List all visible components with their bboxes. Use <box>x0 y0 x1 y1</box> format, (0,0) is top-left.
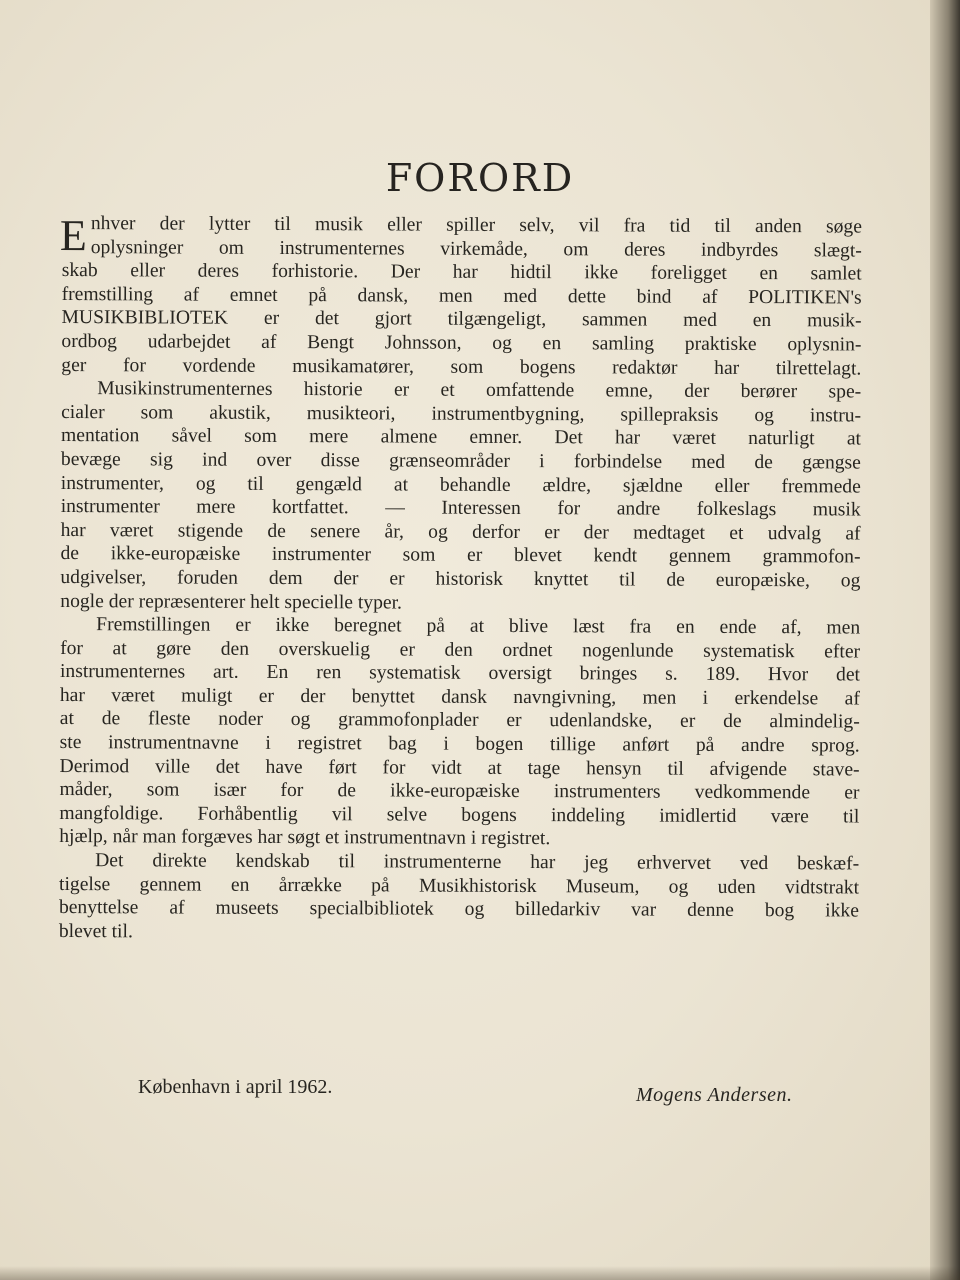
text-line: har været muligt er der benyttet dansk navngivning, men i erkendelse af <box>59 684 860 710</box>
text-line: at de fleste noder og grammofonplader er udenlandske, er de almindelig- <box>59 708 860 733</box>
text-line: mentation såvel som mere almene emner. Det har været naturligt at <box>60 425 862 450</box>
text-line: måder, som især for de ikke-europæiske instrumenters vedkommende er <box>59 779 860 804</box>
text-line: tigelse gennem en årrække på Musikhistorisk Museum, og uden vidtstrakt <box>59 873 860 899</box>
text-line: ordbog udarbejdet af Bengt Johnsson, og en samling praktiske oplysnin- <box>61 330 862 356</box>
paragraph-2 <box>60 377 861 616</box>
text-line: Fremstillingen er ikke beregnet på at blive læst fra en ende af, men <box>96 614 861 639</box>
text-line: blevet til. <box>58 920 133 943</box>
paragraph-3 <box>59 613 860 852</box>
text-line: nhver der lytter til musik eller spiller selv, vil fra tid til anden søge <box>90 213 862 238</box>
text-line: har været stigende de senere år, og derfor er der medtaget et udvalg af <box>60 519 861 545</box>
text-line: ste instrumentnavne i registret bag i bogen tillige anført på andre sprog. <box>59 732 860 757</box>
text-line: hjælp, når man forgæves har søgt et instrumentnavn i registret. <box>59 826 551 850</box>
page-title: FORORD <box>385 156 575 200</box>
text-line: skab eller deres forhistorie. Der har hidtil ikke foreligget en samlet <box>61 260 862 285</box>
text-line: instrumenternes art. En ren systematisk oversigt bringes s. 189. Hvor det <box>59 661 861 686</box>
author-signature: Mogens Andersen. <box>636 1084 793 1106</box>
text-line: nogle der repræsenterer helt specielle typer. <box>60 590 403 613</box>
paragraph-1 <box>61 212 862 381</box>
text-line: MUSIKBIBLIOTEK er det gjort tilgængeligt, sammen med en musik- <box>61 307 862 332</box>
text-line: benyttelse af museets specialbibliotek og billedarkiv var denne bog ikke <box>58 897 860 922</box>
text-line: cialer som akustik, musikteori, instrumentbygning, spillepraksis og instru- <box>61 401 862 427</box>
drop-cap: E <box>59 210 87 261</box>
preface-body <box>59 212 862 947</box>
text-line: instrumenter, og til gengæld at behandle ældre, sjældne eller fremmede <box>60 472 861 498</box>
text-line: bevæge sig ind over disse grænseområder i forbindelse med de gængse <box>60 448 861 474</box>
paragraph-4 <box>59 849 859 947</box>
text-line: Derimod ville det have ført for vidt at tage hensyn til afvigende stave- <box>59 755 860 781</box>
text-line: fremstilling af emnet på dansk, men med dette bind af POLITIKEN's <box>61 283 862 309</box>
place-date: København i april 1962. <box>138 1076 333 1098</box>
page-bottom-edge <box>0 1266 960 1280</box>
text-line: oplysninger om instrumenternes virkemåde, om deres indbyrdes slægt- <box>90 236 862 262</box>
signoff <box>0 1076 930 1116</box>
text-line: Det direkte kendskab til instrumenterne har jeg erhvervet ved beskæf- <box>95 850 860 875</box>
text-line: Musikinstrumenternes historie er et omfattende emne, der berører spe- <box>97 378 862 403</box>
text-line: udgivelser, foruden dem der er historisk knyttet til de europæiske, og <box>60 566 861 592</box>
text-line: de ikke-europæiske instrumenter som er blevet kendt gennem grammofon- <box>60 543 861 568</box>
text-line: ger for vordende musikamatører, som bogens redaktør har tilrettelagt. <box>61 354 862 380</box>
book-spine-shadow <box>930 0 960 1280</box>
text-line: instrumenter mere kortfattet. — Interessen for andre folkeslags musik <box>60 496 861 521</box>
text-line: for at gøre den overskuelig er den ordnet nogenlunde systematisk efter <box>60 637 861 663</box>
text-line: mangfoldige. Forhåbentlig vil selve bogens inddeling imidlertid være til <box>59 802 860 828</box>
